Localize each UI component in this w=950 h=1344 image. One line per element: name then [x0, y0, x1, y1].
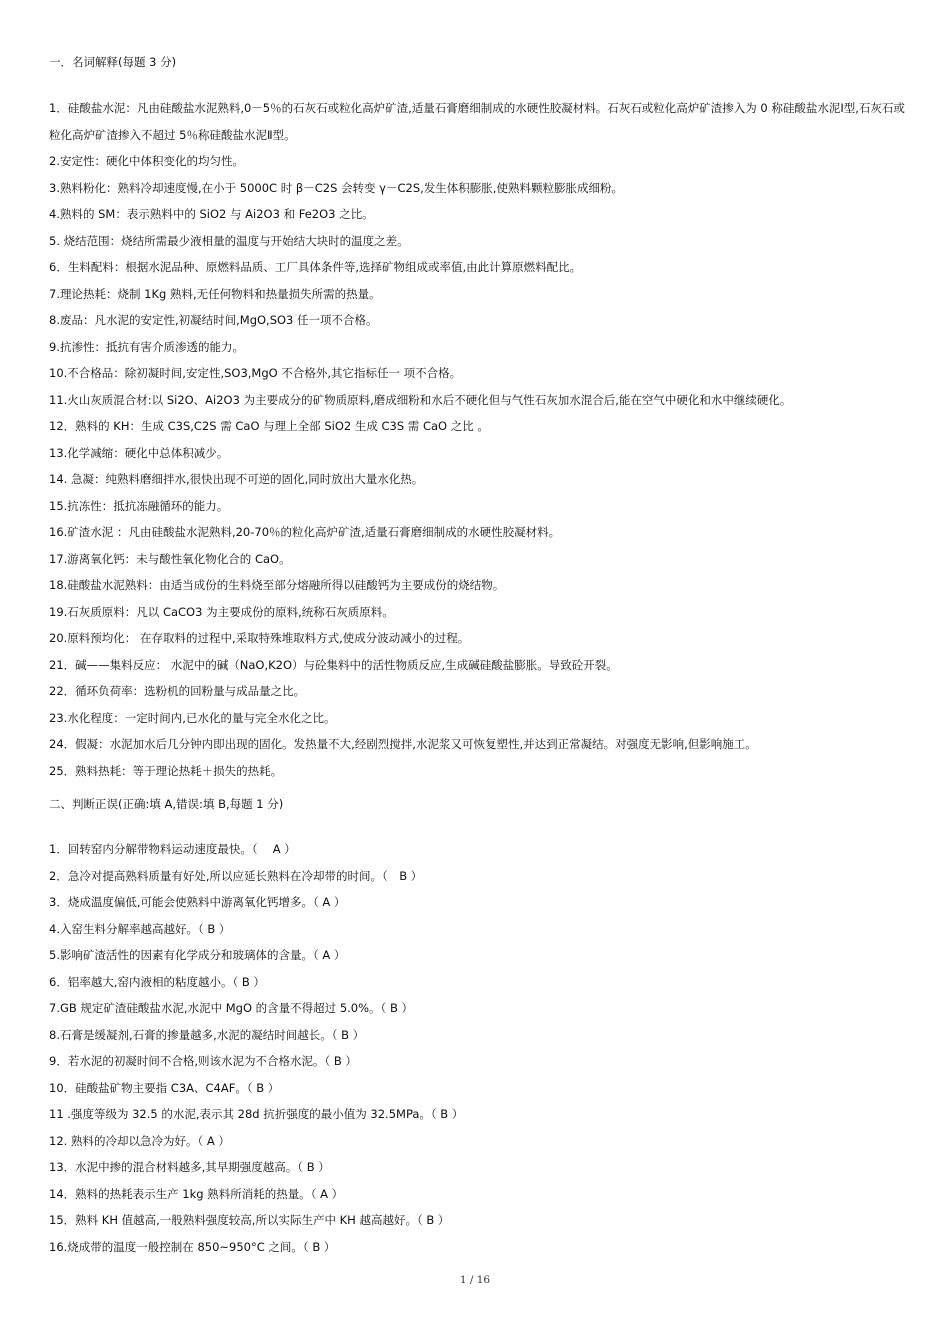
definition-item: 8.废品：凡水泥的安定性,初凝结时间,MgO,SO3 任一项不合格。 [49, 313, 378, 327]
judgment-item: 4.入窑生料分解率越高越好。（ B ） [49, 921, 231, 936]
definition-item: 20.原料预均化： 在存取料的过程中,采取特殊堆取料方式,使成分波动减小的过程。 [49, 631, 470, 645]
definition-item: 6．生料配料：根据水泥品种、原燃料品质、工厂具体条件等,选择矿物组成或率值,由此计算原燃料配比。 [49, 260, 582, 274]
definition-item: 9.抗渗性：抵抗有害介质渗透的能力。 [49, 339, 244, 354]
judgment-item: 3．烧成温度偏低,可能会使熟料中游离氧化钙增多。（ A ） [49, 895, 346, 909]
definitions-list [49, 95, 907, 784]
definition-item: 5. 烧结范围：烧结所需最少液相量的温度与开始结大块时的温度之差。 [49, 233, 409, 248]
judgment-item: 10．硅酸盐矿物主要指 C3A、C4AF。（ B ） [49, 1080, 280, 1095]
definition-item: 7.理论热耗：烧制 1Kg 熟料,无任何物料和热量损失所需的热量。 [49, 286, 381, 301]
judgment-item: 14．熟料的热耗表示生产 1kg 熟料所消耗的热量。（ A ） [49, 1186, 344, 1201]
definition-item: 23.水化程度：一定时间内,已水化的量与完全水化之比。 [49, 710, 336, 725]
judgment-item: 7.GB 规定矿渣硅酸盐水泥,水泥中 MgO 的含量不得超过 5.0%。（ B ） [49, 1001, 413, 1015]
definition-item: 2.安定性：硬化中体积变化的均匀性。 [49, 154, 244, 168]
judgment-item: 2．急冷对提高熟料质量有好处,所以应延长熟料在冷却带的时间。（ B ） [49, 868, 423, 883]
definition-item: 25．熟料热耗：等于理论热耗＋损失的热耗。 [49, 763, 283, 778]
judgment-item: 9．若水泥的初凝时间不合格,则该水泥为不合格水泥。（ B ） [49, 1054, 357, 1068]
definition-item: 22．循环负荷率：选粉机的回粉量与成品量之比。 [49, 684, 306, 698]
judgment-item: 5.影响矿渣活性的因素有化学成分和玻璃体的含量。（ A ） [49, 948, 346, 962]
judgment-item: 1．回转窑内分解带物料运动速度最快。（ A ） [49, 842, 296, 856]
definition-item: 13.化学减缩：硬化中总体积减少。 [49, 445, 229, 460]
judgment-item: 6．铝率越大,窑内液相的粘度越小。（ B ） [49, 974, 265, 989]
definition-item: 10.不合格品：除初凝时间,安定性,SO3,MgO 不合格外,其它指标任一 项不合格。 [49, 366, 462, 380]
judgment-item: 15．熟料 KH 值越高,一般熟料强度较高,所以实际生产中 KH 越高越好。（ B ） [49, 1213, 450, 1227]
judgment-item: 16.烧成带的温度一般控制在 850~950°C 之间。（ B ） [49, 1239, 336, 1254]
true-false-list [49, 836, 907, 1260]
definition-item: 19.石灰质原料：凡以 CaCO3 为主要成份的原料,统称石灰质原料。 [49, 604, 394, 619]
definition-item: 15.抗冻性：抵抗冻融循环的能力。 [49, 498, 229, 513]
judgment-item: 12. 熟料的冷却以急冷为好。（ A ） [49, 1133, 230, 1148]
definition-item: 1．硅酸盐水泥：凡由硅酸盐水泥熟料,0－5％的石灰石或粒化高炉矿渣,适量石膏磨细制成的水硬性胶凝材料。石灰石或粒化高炉矿渣掺入为 0 称硅酸盐水泥Ⅰ型,石灰石或粒化高炉矿渣掺入不超过 5％称硅酸盐水泥Ⅱ型。 [49, 101, 905, 142]
definition-item: 14. 急凝：纯熟料磨细拌水,很快出现不可逆的固化,同时放出大量水化热。 [49, 472, 424, 486]
definition-item: 18.硅酸盐水泥熟料：由适当成份的生料烧至部分熔融所得以硅酸钙为主要成份的烧结物。 [49, 578, 505, 592]
definition-item: 12．熟料的 KH：生成 C3S,C2S 需 CaO 与理上全部 SiO2 生成 C3S 需 CaO 之比 。 [49, 419, 489, 433]
definition-item: 21．碱——集料反应： 水泥中的碱（NaO,K2O）与砼集料中的活性物质反应,生成碱硅酸盐膨胀。导致砼开裂。 [49, 657, 618, 672]
definition-item: 24．假凝：水泥加水后几分钟内即出现的固化。发热量不大,经剧烈搅拌,水泥浆又可恢复塑性,并达到正常凝结。对强度无影响,但影响施工。 [49, 737, 757, 751]
definition-item: 11.火山灰质混合材:以 Si2O、Ai2O3 为主要成分的矿物质原料,磨成细粉和水后不硬化但与气性石灰加水混合后,能在空气中硬化和水中继续硬化。 [49, 392, 792, 407]
page-number: 1 / 16 [459, 1274, 491, 1286]
section-heading-true-false: 二、判断正误(正确:填 A,错误:填 B,每题 1 分) [49, 797, 284, 811]
judgment-item: 13．水泥中掺的混合材料越多,其早期强度越高。（ B ） [49, 1160, 330, 1174]
definition-item: 16.矿渣水泥 ：凡由硅酸盐水泥熟料,20-70％的粒化高炉矿渣,适量石膏磨细制成的水硬性胶凝材料。 [49, 525, 561, 539]
judgment-item: 11 .强度等级为 32.5 的水泥,表示其 28d 抗折强度的最小值为 32.5MPa。（ B ） [49, 1107, 464, 1121]
section-heading-definitions: 一．名词解释(每题 3 分) [49, 55, 177, 69]
definition-item: 17.游离氧化钙：未与酸性氧化物化合的 CaO。 [49, 551, 291, 566]
definition-item: 3.熟料粉化：熟料冷却速度慢,在小于 5000C 时 β－C2S 会转变 γ－C2S,发生体积膨胀,使熟料颗粒膨胀成细粉。 [49, 180, 623, 195]
judgment-item: 8.石膏是缓凝剂,石膏的掺量越多,水泥的凝结时间越长。（ B ） [49, 1027, 365, 1042]
definition-item: 4.熟料的 SM：表示熟料中的 SiO2 与 Ai2O3 和 Fe2O3 之比。 [49, 207, 374, 221]
